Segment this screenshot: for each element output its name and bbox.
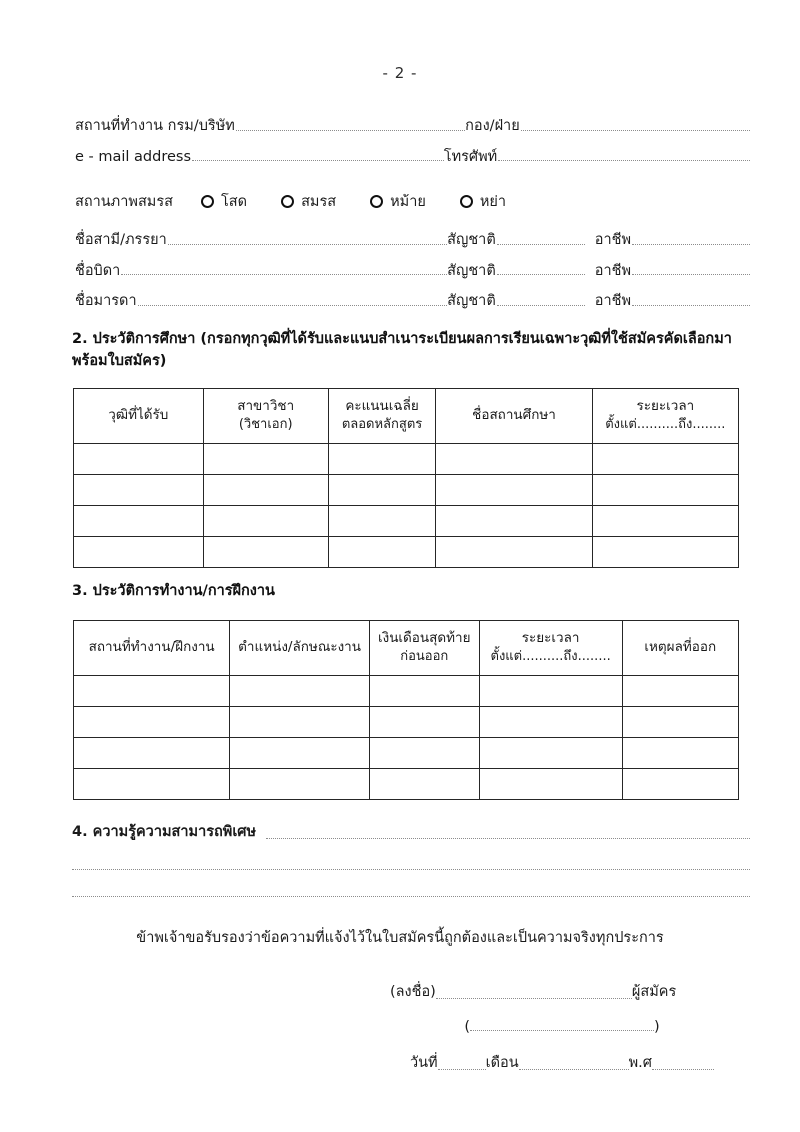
- section-2-heading: 2. ประวัติการศึกษา (กรอกทุกวุฒิที่ได้รับและแนบสำเนาระเบียนผลการเรียนเฉพาะวุฒิที่ใช้สมัครคัดเลือกมาพร้อมใบสมัคร): [72, 331, 732, 370]
- cell-position[interactable]: [230, 676, 370, 707]
- special-skills-input-line[interactable]: [266, 837, 750, 839]
- cell-major[interactable]: [203, 537, 328, 568]
- cell-degree[interactable]: [74, 444, 204, 475]
- mother-name-input-line[interactable]: [138, 304, 448, 306]
- paren-close: ): [654, 1019, 660, 1035]
- spouse-name-input-line[interactable]: [168, 243, 447, 245]
- cell-position[interactable]: [230, 707, 370, 738]
- division-input-line[interactable]: [521, 129, 750, 131]
- header-line-2: ตลอดหลักสูตร: [341, 417, 423, 433]
- nationality-label: สัญชาติ: [447, 262, 496, 279]
- cell-reason-for-leaving[interactable]: [622, 676, 738, 707]
- mother-nationality-input-line[interactable]: [497, 304, 585, 306]
- education-history-table: [73, 388, 739, 568]
- header-line-1: วุฒิที่ได้รับ: [108, 407, 169, 424]
- column-header-major: [203, 389, 328, 444]
- month-label: เดือน: [485, 1055, 519, 1071]
- occupation-label: อาชีพ: [594, 262, 631, 279]
- father-occupation-input-line[interactable]: [632, 273, 750, 275]
- column-header-last-salary: [369, 621, 479, 676]
- table-row[interactable]: [74, 444, 739, 475]
- workplace-label: สถานที่ทำงาน กรม/บริษัท: [75, 118, 235, 134]
- father-name-input-line[interactable]: [121, 273, 447, 275]
- signature-label: (ลงชื่อ): [390, 984, 436, 1000]
- division-label: กอง/ฝ่าย: [465, 118, 520, 134]
- header-line-1: ตำแหน่ง/ลักษณะงาน: [238, 639, 361, 656]
- column-header-gpa: [328, 389, 436, 444]
- cell-workplace[interactable]: [74, 769, 230, 800]
- year-label: พ.ศ: [628, 1055, 652, 1071]
- nationality-label: สัญชาติ: [447, 293, 496, 310]
- cell-gpa[interactable]: [328, 506, 436, 537]
- cell-gpa[interactable]: [328, 537, 436, 568]
- cell-position[interactable]: [230, 738, 370, 769]
- father-nationality-input-line[interactable]: [497, 273, 585, 275]
- special-skills-input-line-3[interactable]: [72, 895, 750, 897]
- header-line-2: (วิชาเอก): [238, 417, 293, 433]
- header-line-1: ระยะเวลา: [521, 629, 580, 646]
- occupation-label: อาชีพ: [594, 232, 631, 248]
- cell-duration[interactable]: [592, 537, 738, 568]
- work-history-table: [73, 620, 739, 800]
- cell-institution[interactable]: [436, 444, 592, 475]
- signature-block: [390, 980, 720, 1090]
- radio-circle-icon[interactable]: [201, 195, 214, 208]
- marital-status-label: สถานภาพสมรส: [75, 194, 173, 210]
- header-line-1: สถานที่ทำงาน/ฝึกงาน: [88, 639, 215, 656]
- column-header-workplace: [74, 621, 230, 676]
- table-row[interactable]: [74, 537, 739, 568]
- section-3-heading: 3. ประวัติการทำงาน/การฝึกงาน: [72, 583, 275, 599]
- header-line-1: ชื่อสถานศึกษา: [472, 407, 556, 424]
- date-label: วันที่: [410, 1055, 438, 1071]
- header-line-1: ระยะเวลา: [636, 397, 695, 414]
- radio-circle-icon[interactable]: [370, 195, 383, 208]
- family-block: [75, 232, 750, 324]
- cell-duration[interactable]: [479, 738, 622, 769]
- cell-last-salary[interactable]: [369, 738, 479, 769]
- signature-row: [390, 980, 720, 1003]
- marital-option-single[interactable]: [201, 190, 247, 213]
- printed-name-row: [390, 1019, 720, 1035]
- cell-major[interactable]: [203, 444, 328, 475]
- day-input-line[interactable]: [438, 1068, 486, 1070]
- marital-option-divorced[interactable]: [460, 190, 506, 213]
- cell-duration[interactable]: [479, 769, 622, 800]
- table-row[interactable]: [74, 676, 739, 707]
- header-line-1: เหตุผลที่ออก: [644, 639, 717, 656]
- cell-reason-for-leaving[interactable]: [622, 738, 738, 769]
- table-row[interactable]: [74, 707, 739, 738]
- workplace-input-line[interactable]: [236, 129, 465, 131]
- applicant-label: ผู้สมัคร: [631, 984, 677, 1000]
- marital-option-widowed[interactable]: [370, 190, 426, 213]
- radio-circle-icon[interactable]: [281, 195, 294, 208]
- cell-position[interactable]: [230, 769, 370, 800]
- radio-circle-icon[interactable]: [460, 195, 473, 208]
- special-skills-field-row: [72, 820, 750, 843]
- father-name-label: ชื่อบิดา: [75, 262, 121, 279]
- table-header-row: [74, 389, 739, 444]
- table-row[interactable]: [74, 738, 739, 769]
- table-header-row: [74, 621, 739, 676]
- column-header-duration: [479, 621, 622, 676]
- year-input-line[interactable]: [652, 1068, 714, 1070]
- nationality-label: สัญชาติ: [447, 232, 496, 248]
- header-line-1: สาขาวิชา: [237, 397, 295, 414]
- marital-option-married[interactable]: [281, 190, 336, 213]
- marital-option-label: สมรส: [301, 194, 337, 210]
- spouse-name-label: ชื่อสามี/ภรรยา: [75, 232, 167, 248]
- cell-degree[interactable]: [74, 537, 204, 568]
- cell-gpa[interactable]: [328, 475, 436, 506]
- section-4-heading: 4. ความรู้ความสามารถพิเศษ: [72, 824, 257, 840]
- cell-workplace[interactable]: [74, 676, 230, 707]
- mother-field-row: [75, 293, 750, 310]
- marital-status-group: [75, 190, 750, 213]
- marital-option-label: โสด: [221, 194, 248, 210]
- cell-workplace[interactable]: [74, 738, 230, 769]
- special-skills-input-line-2[interactable]: [72, 868, 750, 870]
- header-line-2: ตั้งแต่..........ถึง........: [605, 417, 726, 433]
- cell-degree[interactable]: [74, 475, 204, 506]
- mother-occupation-input-line[interactable]: [632, 304, 750, 306]
- certification-statement: ข้าพเจ้าขอรับรองว่าข้อความที่แจ้งไว้ในใบสมัครนี้ถูกต้องและเป็นความจริงทุกประการ: [136, 930, 664, 946]
- page-number: - 2 -: [382, 64, 418, 82]
- cell-duration[interactable]: [479, 707, 622, 738]
- cell-institution[interactable]: [436, 537, 592, 568]
- occupation-label: อาชีพ: [594, 293, 631, 310]
- cell-institution[interactable]: [436, 506, 592, 537]
- cell-gpa[interactable]: [328, 444, 436, 475]
- email-label: e - mail address: [75, 148, 192, 165]
- column-header-reason-for-leaving: [622, 621, 738, 676]
- mother-name-label: ชื่อมารดา: [75, 293, 137, 310]
- table-row[interactable]: [74, 769, 739, 800]
- cell-last-salary[interactable]: [369, 769, 479, 800]
- email-field-row: [75, 149, 750, 166]
- table-row[interactable]: [74, 475, 739, 506]
- contact-block: [75, 118, 750, 179]
- cell-duration[interactable]: [592, 444, 738, 475]
- table-row[interactable]: [74, 506, 739, 537]
- cell-reason-for-leaving[interactable]: [622, 707, 738, 738]
- cell-degree[interactable]: [74, 506, 204, 537]
- cell-reason-for-leaving[interactable]: [622, 769, 738, 800]
- printed-name-input-line[interactable]: [470, 1029, 654, 1031]
- father-field-row: [75, 263, 750, 280]
- header-line-1: คะแนนเฉลี่ย: [345, 397, 419, 414]
- spouse-field-row: [75, 232, 750, 249]
- paren-open: (: [464, 1019, 470, 1035]
- spouse-occupation-input-line[interactable]: [632, 243, 750, 245]
- cell-duration[interactable]: [592, 506, 738, 537]
- cell-institution[interactable]: [436, 475, 592, 506]
- cell-workplace[interactable]: [74, 707, 230, 738]
- column-header-institution: [436, 389, 592, 444]
- cell-major[interactable]: [203, 506, 328, 537]
- cell-duration[interactable]: [479, 676, 622, 707]
- header-line-2: ก่อนออก: [400, 649, 449, 665]
- section-4-block: [72, 820, 750, 897]
- workplace-field-row: [75, 118, 750, 135]
- column-header-position: [230, 621, 370, 676]
- marital-option-label: หม้าย: [390, 194, 426, 210]
- cell-major[interactable]: [203, 475, 328, 506]
- cell-duration[interactable]: [592, 475, 738, 506]
- cell-last-salary[interactable]: [369, 707, 479, 738]
- header-line-1: เงินเดือนสุดท้าย: [377, 629, 471, 646]
- column-header-duration: [592, 389, 738, 444]
- month-input-line[interactable]: [519, 1068, 629, 1070]
- phone-label: โทรศัพท์: [443, 148, 498, 165]
- cell-last-salary[interactable]: [369, 676, 479, 707]
- signature-input-line[interactable]: [436, 997, 632, 999]
- email-input-line[interactable]: [192, 159, 444, 161]
- spouse-nationality-input-line[interactable]: [497, 243, 585, 245]
- header-line-2: ตั้งแต่..........ถึง........: [490, 649, 611, 665]
- marital-option-label: หย่า: [479, 194, 507, 210]
- date-row: [390, 1051, 720, 1074]
- phone-input-line[interactable]: [498, 159, 750, 161]
- column-header-degree: [74, 389, 204, 444]
